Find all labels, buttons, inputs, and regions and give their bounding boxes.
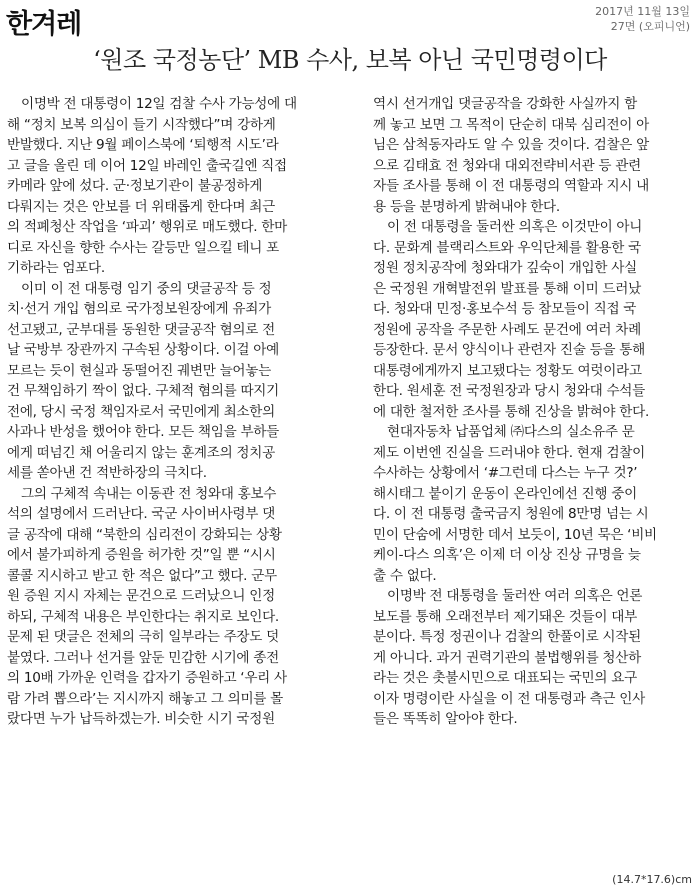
article-line: 글 공작에 대해 “북한의 심리전이 강화되는 상황	[7, 526, 282, 543]
article-line: 전에, 당시 국정 책임자로서 국민에게 최소한의	[7, 403, 275, 420]
article-line: 정원 정치공작에 청와대가 깊숙이 개입한 사실	[373, 260, 637, 276]
article-line: 의 적폐청산 작업을 ‘파괴’ 행위로 매도했다. 한마	[7, 219, 287, 235]
article-line: 반발했다. 지난 9월 페이스북에 ‘퇴행적 시도’라	[7, 137, 279, 153]
article-line: 역시 선거개입 댓글공작을 강화한 사실까지 함	[373, 96, 637, 112]
issue-meta	[595, 4, 690, 34]
article-line: 에서 불가피하게 증원을 허가한 것”일 뿐 “시시	[7, 547, 276, 563]
article-line: 대통령에게까지 보고됐다는 정황도 여럿이라고	[373, 362, 642, 379]
article-line: 게 아니다. 과거 권력기관의 불법행위를 청산하	[373, 649, 641, 666]
editorial-headline: ‘원조 국정농단’ MB 수사, 보복 아닌 국민명령이다	[93, 46, 607, 74]
article-line: 원 증원 지시 자체는 문건으로 드러났으니 인정	[7, 588, 275, 604]
article-size-note: (14.7*17.6)cm	[612, 873, 692, 886]
article-line: 치·선거 개입 혐의로 국가정보원장에게 유죄가	[7, 301, 271, 317]
article-line: 다뤄지는 것은 안보를 더 위태롭게 한다며 최근	[7, 198, 275, 215]
article-line: 케이-다스 의혹’은 이제 더 이상 진상 규명을 늦	[373, 547, 641, 563]
article-line: 모르는 듯이 현실과 동떨어진 궤변만 늘어놓는	[7, 362, 271, 379]
article-line: 현대자동차 납품업체 ㈜다스의 실소유주 문	[387, 424, 635, 440]
page-section: 27면 (오피니언)	[610, 20, 690, 33]
article-line: 이 전 대통령을 둘러싼 의혹은 이것만이 아니	[387, 219, 643, 235]
newspaper-logo: 한겨레	[6, 9, 82, 40]
article-line: 기하라는 엄포다.	[7, 260, 105, 276]
article-line: 으로 김태효 전 청와대 대외전략비서관 등 관련	[373, 157, 641, 174]
article-line: 한다. 원세훈 전 국정원장과 당시 청와대 수석들	[373, 383, 645, 399]
article-line: 이명박 전 대통령을 둘러싼 여러 의혹은 언론	[387, 588, 643, 604]
article-line: 자들 조사를 통해 이 전 대통령의 역할과 지시 내	[373, 178, 649, 194]
article-line: 하되, 구체적 내용은 부인한다는 취지로 보인다.	[7, 608, 279, 625]
article-line: 수사하는 상황에서 ‘#그런데 다스는 누구 것?’	[373, 465, 638, 481]
article-line: 붙였다. 그러나 선거를 앞둔 민감한 시기에 종전	[7, 649, 279, 666]
article-line: 석의 설명에서 드러난다. 국군 사이버사령부 댓	[7, 506, 275, 522]
article-line: 들은 똑똑히 알아야 한다.	[373, 711, 518, 727]
article-line: 에 대한 철저한 조사를 통해 진상을 밝혀야 한다.	[373, 403, 649, 420]
article-line: 용 등을 분명하게 밝혀내야 한다.	[373, 198, 560, 215]
article-line: 이자 명령이란 사실을 이 전 대통령과 측근 인사	[373, 690, 645, 707]
article-line: 콜콜 지시하고 받고 한 적은 없다”고 했다. 군무	[7, 567, 277, 584]
article-line: 정원에 공작을 주문한 사례도 문건에 여러 차례	[373, 321, 641, 338]
article-line: 보도를 통해 오래전부터 제기돼온 것들이 대부	[373, 608, 637, 625]
article-line: 랐다면 누가 납득하겠는가. 비슷한 시기 국정원	[7, 711, 275, 727]
article-line: 해시태그 붙이기 운동이 온라인에선 진행 중이	[373, 485, 637, 502]
article-column-right	[373, 94, 693, 730]
article-line: 세를 쏟아낸 건 적반하장의 극치다.	[7, 465, 207, 481]
article-line: 문제 된 댓글은 전체의 극히 일부라는 주장도 덧	[7, 629, 279, 645]
article-line: 제도 이번엔 진실을 드러내야 한다. 현재 검찰이	[373, 444, 645, 461]
article-line: 께 놓고 보면 그 목적이 단순히 대북 심리전이 아	[373, 116, 649, 133]
article-line: 해 “정치 보복 의심이 들기 시작했다”며 강하게	[7, 116, 276, 133]
article-line: 선고됐고, 군부대를 동원한 댓글공작 혐의로 전	[7, 321, 275, 338]
article-line: 민이 단숨에 서명한 데서 보듯이, 10년 묵은 ‘비비	[373, 526, 657, 543]
article-line: 사과나 반성을 했어야 한다. 모든 책임을 부하들	[7, 424, 279, 440]
article-line: 님은 삼척동자라도 알 수 있을 것이다. 검찰은 앞	[373, 137, 649, 153]
article-line: 등장한다. 문서 양식이나 관련자 진술 등을 통해	[373, 342, 645, 358]
article-line: 라는 것은 촛불시민으로 대표되는 국민의 요구	[373, 670, 637, 686]
article-line: 에게 떠넘긴 채 어울리지 않는 훈계조의 정치공	[7, 444, 275, 461]
article-line: 분이다. 특정 정권이나 검찰의 한풀이로 시작된	[373, 629, 641, 645]
article-line: 이미 이 전 대통령 임기 중의 댓글공작 등 정	[21, 280, 272, 297]
article-line: 건 무책임하기 짝이 없다. 구체적 혐의를 따지기	[7, 383, 279, 399]
article-line: 출 수 없다.	[373, 567, 437, 584]
article-line: 다. 청와대 민정·홍보수석 등 참모들이 직접 국	[373, 301, 637, 317]
issue-date: 2017년 11월 13일	[595, 5, 690, 18]
article-line: 카메라 앞에 섰다. 군·정보기관이 불공정하게	[7, 178, 263, 194]
article-line: 은 국정원 개혁발전위 발표를 통해 이미 드러났	[373, 280, 641, 297]
article-line: 고 글을 올린 데 이어 12일 바레인 출국길엔 직접	[7, 157, 287, 174]
article-line: 다. 문화계 블랙리스트와 우익단체를 활용한 국	[373, 239, 641, 256]
article-line: 디로 자신을 향한 수사는 갈등만 일으킬 테니 포	[7, 239, 279, 256]
article-line: 그의 구체적 속내는 이동관 전 청와대 홍보수	[21, 485, 277, 502]
article-line: 의 10배 가까운 인력을 갑자기 증원하고 ‘우리 사	[7, 670, 287, 686]
article-column-left	[7, 94, 343, 730]
article-line: 람 가려 뽑으라’는 지시까지 해놓고 그 의미를 몰	[7, 690, 283, 707]
article-line: 다. 이 전 대통령 출국금지 청원에 8만명 넘는 시	[373, 506, 649, 522]
article-line: 날 국방부 장관까지 구속된 상황이다. 이걸 아예	[7, 342, 279, 358]
article-line: 이명박 전 대통령이 12일 검찰 수사 가능성에 대	[21, 96, 297, 112]
